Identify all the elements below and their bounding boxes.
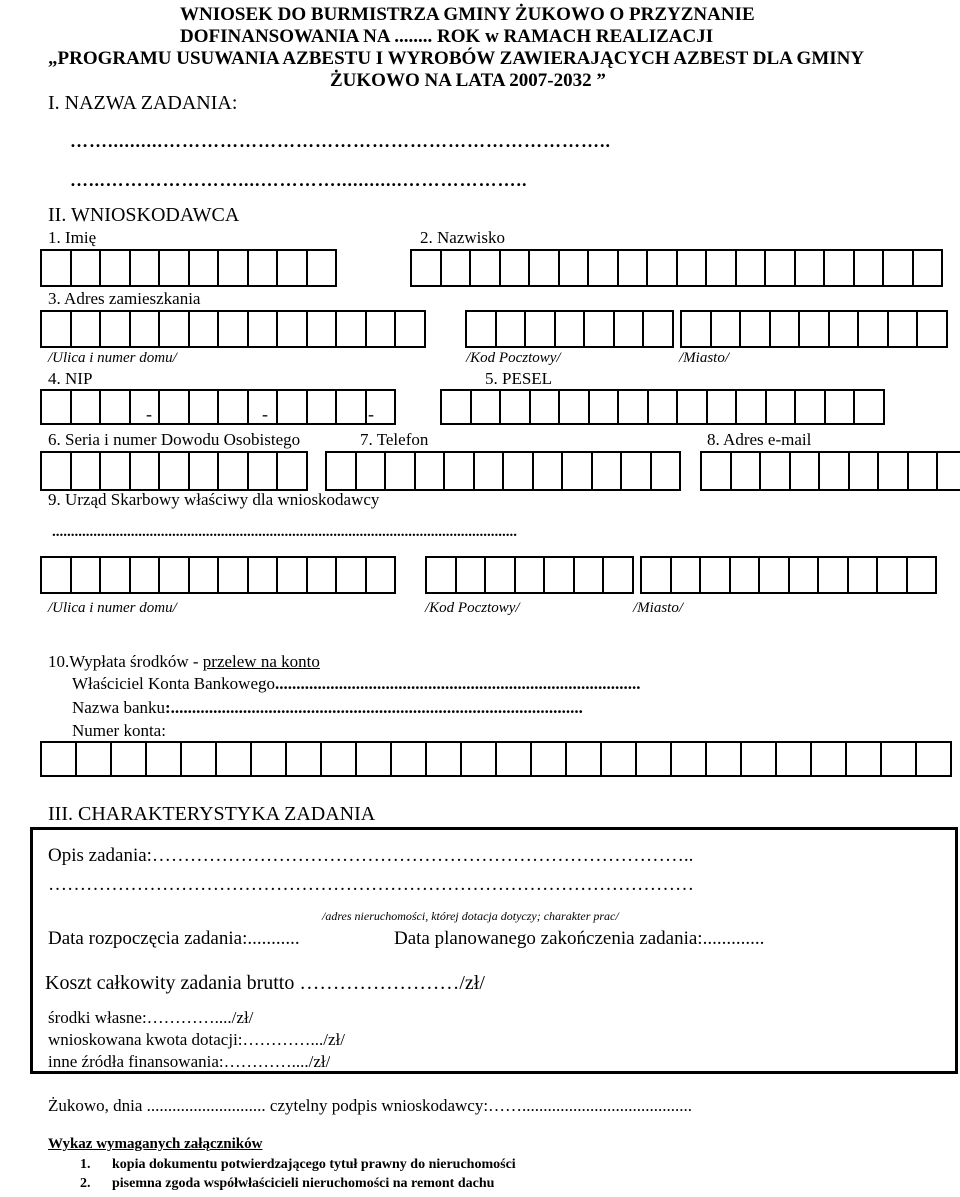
entry-cell[interactable] — [365, 310, 397, 348]
entry-cell[interactable] — [600, 741, 637, 777]
entry-cell[interactable] — [735, 389, 767, 425]
entry-cell[interactable] — [705, 741, 742, 777]
nip-dash-2: - — [262, 404, 268, 424]
section1-title: I. NAZWA ZADANIA: — [48, 92, 238, 114]
entry-cell[interactable] — [529, 389, 561, 425]
account-owner-field[interactable] — [72, 674, 641, 694]
tax-street-caption: /Ulica i numer domu/ — [48, 600, 177, 616]
entry-cell[interactable] — [847, 556, 879, 594]
entry-cell[interactable] — [247, 310, 279, 348]
entry-cell[interactable] — [676, 249, 708, 287]
bank-name-field[interactable] — [72, 698, 583, 718]
entry-cell[interactable] — [845, 741, 882, 777]
entry-cell[interactable] — [99, 451, 131, 491]
entry-cell[interactable] — [276, 556, 308, 594]
entry-cell[interactable] — [561, 451, 593, 491]
entry-cell[interactable] — [465, 310, 497, 348]
header-line-1: WNIOSEK DO BURMISTRZA GMINY ŻUKOWO O PRZYZNANIE — [180, 4, 755, 25]
entry-cell[interactable] — [613, 310, 645, 348]
entry-cell[interactable] — [129, 389, 161, 425]
label-nip: 4. NIP — [48, 369, 93, 388]
entry-cell[interactable] — [217, 310, 249, 348]
entry-cell[interactable] — [306, 249, 338, 287]
payment-prefix: 10.Wypłata środków - — [48, 652, 203, 671]
entry-cell[interactable] — [440, 389, 472, 425]
entry-cell[interactable] — [620, 451, 652, 491]
tax-office-name-line[interactable]: ............................................................................................................................ — [52, 524, 517, 540]
entry-cell[interactable] — [40, 451, 72, 491]
entry-cell[interactable] — [817, 556, 849, 594]
entry-cell[interactable] — [414, 451, 446, 491]
entry-cell[interactable] — [306, 389, 338, 425]
entry-cell[interactable] — [617, 249, 649, 287]
entry-cell[interactable] — [646, 249, 678, 287]
entry-cell[interactable] — [217, 451, 249, 491]
entry-cell[interactable] — [306, 556, 338, 594]
entry-cell[interactable] — [306, 310, 338, 348]
entry-cell[interactable] — [558, 249, 590, 287]
entry-cell[interactable] — [769, 310, 801, 348]
task-description-line-2[interactable]: ………………………………………………………………………………………… — [48, 874, 694, 895]
own-funds-field[interactable]: środki własne:…………..../zł/ — [48, 1008, 254, 1027]
tax-postal-caption: /Kod Pocztowy/ — [425, 600, 520, 616]
entry-cell[interactable] — [335, 556, 367, 594]
entry-cell[interactable] — [276, 310, 308, 348]
entry-cell[interactable] — [158, 389, 190, 425]
entry-cell[interactable] — [158, 556, 190, 594]
entry-cell[interactable] — [530, 741, 567, 777]
entry-cell[interactable] — [158, 249, 190, 287]
entry-cell[interactable] — [502, 451, 534, 491]
entry-cell[interactable] — [915, 741, 952, 777]
entry-cell[interactable] — [217, 389, 249, 425]
entry-cell[interactable] — [907, 451, 939, 491]
task-name-line-1[interactable]: ……..........…………………………………………………………….. — [70, 131, 611, 151]
end-date-field[interactable]: Data planowanego zakończenia zadania:............. — [394, 928, 765, 949]
entry-cell[interactable] — [110, 741, 147, 777]
entry-cell[interactable] — [853, 249, 885, 287]
entry-cell[interactable] — [635, 741, 672, 777]
entry-cell[interactable] — [882, 249, 914, 287]
entry-cell[interactable] — [495, 741, 532, 777]
entry-cell[interactable] — [499, 249, 531, 287]
entry-cell[interactable] — [573, 556, 605, 594]
entry-cell[interactable] — [40, 249, 72, 287]
entry-cell[interactable] — [602, 556, 634, 594]
entry-cell[interactable] — [554, 310, 586, 348]
total-cost-field[interactable]: Koszt całkowity zadania brutto ……………………/zł/ — [45, 972, 485, 994]
entry-cell[interactable] — [129, 249, 161, 287]
bank-name-dots: :................................................................................................. — [165, 698, 583, 717]
entry-cell[interactable] — [460, 741, 497, 777]
entry-cell[interactable] — [543, 556, 575, 594]
entry-cell[interactable] — [188, 451, 220, 491]
entry-cell[interactable] — [670, 556, 702, 594]
entry-cell[interactable] — [440, 249, 472, 287]
entry-cell[interactable] — [558, 389, 590, 425]
label-address: 3. Adres zamieszkania — [48, 289, 201, 308]
entry-cell[interactable] — [810, 741, 847, 777]
entry-cell[interactable] — [384, 451, 416, 491]
entry-cell[interactable] — [70, 310, 102, 348]
entry-cell[interactable] — [514, 556, 546, 594]
entry-cell[interactable] — [680, 310, 712, 348]
entry-cell[interactable] — [355, 451, 387, 491]
label-payment — [48, 652, 320, 672]
addr-street-caption: /Ulica i numer domu/ — [48, 350, 177, 366]
entry-cell[interactable] — [129, 556, 161, 594]
entry-cell[interactable] — [188, 310, 220, 348]
entry-cell[interactable] — [188, 556, 220, 594]
entry-cell[interactable] — [484, 556, 516, 594]
entry-cell[interactable] — [217, 556, 249, 594]
entry-cell[interactable] — [247, 249, 279, 287]
label-tax-office: 9. Urząd Skarbowy właściwy dla wnioskodawcy — [48, 490, 380, 509]
section3-title: III. CHARAKTERYSTYKA ZADANIA — [48, 803, 376, 825]
header-line-2: DOFINANSOWANIA NA ........ ROK w RAMACH REALIZACJI — [180, 26, 714, 47]
entry-cell[interactable] — [495, 310, 527, 348]
entry-cell[interactable] — [700, 451, 732, 491]
entry-cell[interactable] — [587, 249, 619, 287]
entry-cell[interactable] — [788, 556, 820, 594]
entry-cell[interactable] — [247, 451, 279, 491]
entry-cell[interactable] — [40, 556, 72, 594]
entry-cell[interactable] — [425, 741, 462, 777]
entry-cell[interactable] — [818, 451, 850, 491]
section2-title: II. WNIOSKODAWCA — [48, 204, 240, 226]
entry-cell[interactable] — [276, 451, 308, 491]
entry-cell[interactable] — [642, 310, 674, 348]
label-pesel: 5. PESEL — [485, 369, 553, 388]
nip-dash-3: - — [368, 404, 374, 424]
entry-cell[interactable] — [758, 556, 790, 594]
entry-cell[interactable] — [848, 451, 880, 491]
entry-cell[interactable] — [740, 741, 777, 777]
attachment-1-number: 1. — [80, 1157, 91, 1172]
entry-cell[interactable] — [99, 556, 131, 594]
payment-method: przelew na konto — [202, 652, 320, 671]
entry-cell[interactable] — [650, 451, 682, 491]
entry-cell[interactable] — [473, 451, 505, 491]
entry-cell[interactable] — [936, 451, 960, 491]
entry-cell[interactable] — [916, 310, 948, 348]
entry-cell[interactable] — [390, 741, 427, 777]
entry-cell[interactable] — [764, 249, 796, 287]
entry-cell[interactable] — [705, 249, 737, 287]
entry-cell[interactable] — [765, 389, 797, 425]
entry-cell[interactable] — [129, 451, 161, 491]
entry-cell[interactable] — [877, 451, 909, 491]
entry-cell[interactable] — [588, 389, 620, 425]
entry-cell[interactable] — [276, 249, 308, 287]
task-description-line-1[interactable]: Opis zadania:………………………………………………………………………….. — [48, 845, 694, 866]
attachment-1: kopia dokumentu potwierdzającego tytuł prawny do nieruchomości — [112, 1157, 516, 1172]
entry-cell[interactable] — [443, 451, 475, 491]
header-line-3: „PROGRAMU USUWANIA AZBESTU I WYROBÓW ZAWIERAJĄCYCH AZBEST DLA GMINY — [48, 48, 865, 69]
task-name-line-2[interactable]: …...…………………....…………............……………….. — [70, 170, 528, 190]
entry-cell[interactable] — [524, 310, 556, 348]
entry-cell[interactable] — [75, 741, 112, 777]
entry-cell[interactable] — [528, 249, 560, 287]
entry-cell[interactable] — [739, 310, 771, 348]
tax-city-caption: /Miasto/ — [633, 600, 684, 616]
entry-cell[interactable] — [455, 556, 487, 594]
entry-cell[interactable] — [325, 451, 357, 491]
entry-cell[interactable] — [676, 389, 708, 425]
entry-cell[interactable] — [425, 556, 457, 594]
entry-cell[interactable] — [640, 556, 672, 594]
entry-cell[interactable] — [40, 741, 77, 777]
entry-cell[interactable] — [217, 249, 249, 287]
entry-cell[interactable] — [250, 741, 287, 777]
entry-cell[interactable] — [876, 556, 908, 594]
grant-amount-field[interactable]: wnioskowana kwota dotacji:………….../zł/ — [48, 1030, 345, 1049]
task-description-note: /adres nieruchomości, której dotacja dotyczy; charakter prac/ — [322, 909, 619, 923]
entry-cell[interactable] — [759, 451, 791, 491]
nip-dash-1: - — [146, 404, 152, 424]
entry-cell[interactable] — [70, 451, 102, 491]
entry-cell[interactable] — [729, 556, 761, 594]
entry-cell[interactable] — [617, 389, 649, 425]
entry-cell[interactable] — [365, 556, 397, 594]
entry-cell[interactable] — [40, 310, 72, 348]
attachment-2-number: 2. — [80, 1176, 91, 1191]
entry-cell[interactable] — [215, 741, 252, 777]
entry-cell[interactable] — [70, 389, 102, 425]
label-id-card: 6. Seria i numer Dowodu Osobistego — [48, 430, 301, 449]
entry-cell[interactable] — [410, 249, 442, 287]
entry-cell[interactable] — [470, 389, 502, 425]
label-first-name: 1. Imię — [48, 228, 97, 247]
entry-cell[interactable] — [887, 310, 919, 348]
entry-cell[interactable] — [706, 389, 738, 425]
entry-cell[interactable] — [320, 741, 357, 777]
entry-cell[interactable] — [188, 389, 220, 425]
attachments-title: Wykaz wymaganych załączników — [48, 1136, 263, 1152]
entry-cell[interactable] — [789, 451, 821, 491]
entry-cell[interactable] — [70, 556, 102, 594]
entry-cell[interactable] — [730, 451, 762, 491]
entry-cell[interactable] — [699, 556, 731, 594]
entry-cell[interactable] — [145, 741, 182, 777]
label-email: 8. Adres e-mail — [707, 430, 812, 449]
entry-cell[interactable] — [794, 249, 826, 287]
other-funding-field[interactable]: inne źródła finansowania:…………..../zł/ — [48, 1052, 331, 1068]
entry-cell[interactable] — [285, 741, 322, 777]
entry-cell[interactable] — [824, 389, 856, 425]
label-surname: 2. Nazwisko — [420, 228, 505, 247]
entry-cell[interactable] — [775, 741, 812, 777]
entry-cell[interactable] — [532, 451, 564, 491]
entry-cell[interactable] — [180, 741, 217, 777]
header-line-4: ŻUKOWO NA LATA 2007-2032 ” — [330, 70, 606, 91]
entry-cell[interactable] — [335, 310, 367, 348]
entry-cell[interactable] — [70, 249, 102, 287]
entry-cell[interactable] — [735, 249, 767, 287]
entry-cell[interactable] — [857, 310, 889, 348]
entry-cell[interactable] — [499, 389, 531, 425]
entry-cell[interactable] — [40, 389, 72, 425]
entry-cell[interactable] — [798, 310, 830, 348]
entry-cell[interactable] — [647, 389, 679, 425]
entry-cell[interactable] — [276, 389, 308, 425]
entry-cell[interactable] — [880, 741, 917, 777]
entry-cell[interactable] — [158, 451, 190, 491]
entry-cell[interactable] — [99, 310, 131, 348]
account-owner-dots: ...................................................................................... — [275, 674, 641, 693]
entry-cell[interactable] — [823, 249, 855, 287]
entry-cell[interactable] — [794, 389, 826, 425]
entry-cell[interactable] — [583, 310, 615, 348]
label-phone: 7. Telefon — [360, 430, 429, 449]
entry-cell[interactable] — [853, 389, 885, 425]
entry-cell[interactable] — [99, 249, 131, 287]
entry-cell[interactable] — [394, 310, 426, 348]
addr-postal-caption: /Kod Pocztowy/ — [466, 350, 561, 366]
bank-name-label: Nazwa banku — [72, 698, 165, 717]
entry-cell[interactable] — [247, 556, 279, 594]
account-owner-label: Właściciel Konta Bankowego — [72, 674, 275, 693]
date-signature-line[interactable]: Żukowo, dnia ............................ czytelny podpis wnioskodawcy:……........................................ — [48, 1096, 693, 1115]
entry-cell[interactable] — [188, 249, 220, 287]
entry-cell[interactable] — [912, 249, 944, 287]
entry-cell[interactable] — [710, 310, 742, 348]
label-account-number: Numer konta: — [72, 721, 166, 740]
entry-cell[interactable] — [158, 310, 190, 348]
entry-cell[interactable] — [906, 556, 938, 594]
entry-cell[interactable] — [355, 741, 392, 777]
entry-cell[interactable] — [129, 310, 161, 348]
entry-cell[interactable] — [335, 389, 367, 425]
entry-cell[interactable] — [99, 389, 131, 425]
start-date-field[interactable]: Data rozpoczęcia zadania:........... — [48, 928, 300, 949]
entry-cell[interactable] — [565, 741, 602, 777]
entry-cell[interactable] — [670, 741, 707, 777]
attachment-2: pisemna zgoda współwłaścicieli nieruchomości na remont dachu — [112, 1176, 495, 1191]
entry-cell[interactable] — [828, 310, 860, 348]
entry-cell[interactable] — [469, 249, 501, 287]
entry-cell[interactable] — [591, 451, 623, 491]
addr-city-caption: /Miasto/ — [679, 350, 730, 366]
